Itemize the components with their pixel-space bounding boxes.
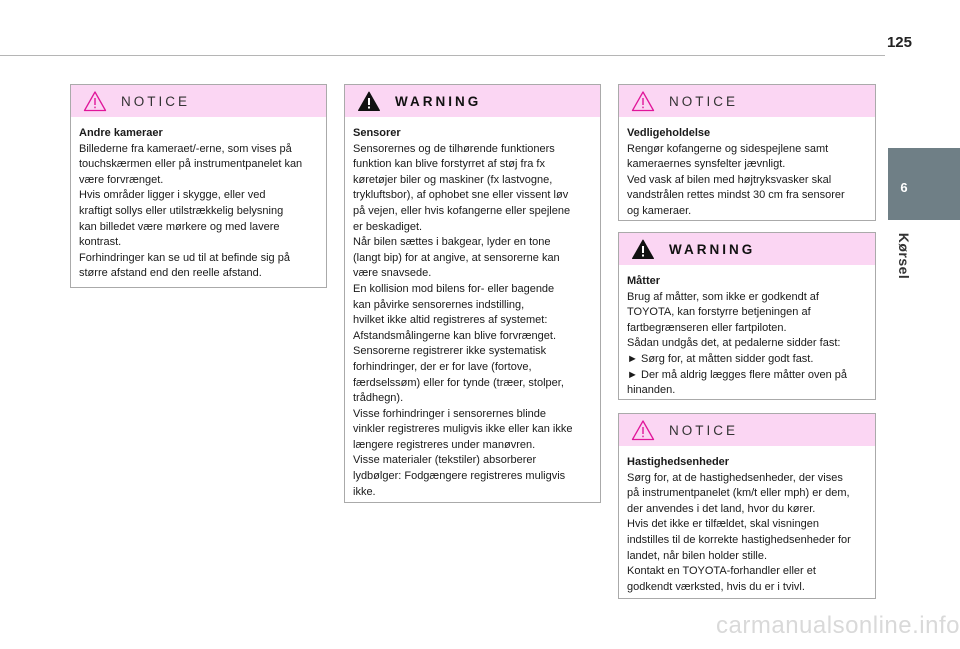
text-line: større afstand end den reelle afstand. xyxy=(79,267,262,280)
notice-body xyxy=(619,446,875,595)
text-line: Sensorernes og de tilhørende funktioners xyxy=(353,142,555,155)
text-line: TOYOTA, kan forstyrre betjeningen af xyxy=(627,306,811,319)
text-line: Kontakt en TOYOTA-forhandler eller et xyxy=(627,565,816,578)
chapter-title: Kørsel xyxy=(896,232,912,280)
text-line: hinanden. xyxy=(627,384,676,397)
text-line: hvilket ikke altid registreres af systemet: xyxy=(353,314,548,327)
notice-body xyxy=(71,117,326,282)
text-line: og kameraer. xyxy=(627,204,692,217)
notice-header xyxy=(71,85,326,117)
text-line: på vejen, eller hvis kofangerne eller spejlene xyxy=(353,204,571,217)
notice-triangle-icon xyxy=(631,419,655,441)
text-line: Når bilen sættes i bakgear, lyder en tone xyxy=(353,236,551,249)
text-line: Hvis det ikke er tilfældet, skal visningen xyxy=(627,518,819,531)
bullet-text: Sørg for, at måtten sidder godt fast. xyxy=(641,352,814,365)
warning-header xyxy=(619,233,875,265)
text-line: Brug af måtter, som ikke er godkendt af xyxy=(627,290,819,303)
text-line: være forvrænget. xyxy=(79,173,164,186)
page-number: 125 xyxy=(886,34,912,51)
text-line: være snavsede. xyxy=(353,267,432,280)
text-line: indstilles til de korrekte hastighedsenheder for xyxy=(627,533,851,546)
warning-subtitle: Sensorer xyxy=(353,127,401,139)
bullet-item xyxy=(627,352,867,368)
text-line: fartbegrænseren eller fartpiloten. xyxy=(627,321,787,334)
notice-label: NOTICE xyxy=(121,94,191,109)
text-line: Visse forhindringer i sensorernes blinde xyxy=(353,407,547,420)
text-line: Sådan undgås det, at pedalerne sidder fast: xyxy=(627,337,841,350)
notice-box-maintenance xyxy=(618,84,876,221)
text-line: færdselssøm) eller for tynde (træer, stolper, xyxy=(353,376,564,389)
notice-subtitle: Andre kameraer xyxy=(79,127,163,139)
watermark: carmanualsonline.info xyxy=(716,612,960,639)
text-line: vandstrålen rettes mindst 30 cm fra sensorer xyxy=(627,189,845,202)
arrow-right-icon: ► xyxy=(627,368,638,381)
text-line: kameraernes synsfelter jævnligt. xyxy=(627,158,786,171)
text-line: Forhindringer kan se ud til at befinde sig på xyxy=(79,251,290,264)
notice-label: NOTICE xyxy=(669,94,739,109)
text-line: der anvendes i det land, hvor du kører. xyxy=(627,502,816,515)
notice-box-speed-units xyxy=(618,413,876,599)
text-line: kan påvirke sensorernes indstilling, xyxy=(353,298,525,311)
text-line: En kollision mod bilens for- eller bagende xyxy=(353,282,555,295)
text-line: (langt bip) for at angive, at sensorerne kan xyxy=(353,251,560,264)
text-line: Afstandsmålingerne kan blive forvrænget. xyxy=(353,329,556,342)
text-line: Sørg for, at de hastighedsenheder, der vises xyxy=(627,471,843,484)
bullet-item xyxy=(627,368,867,384)
text-line: trådhegn). xyxy=(353,392,404,405)
text-line: vinkler registreres muligvis ikke eller kan ikke xyxy=(353,423,573,436)
warning-triangle-icon xyxy=(631,238,655,260)
warning-subtitle: Måtter xyxy=(627,275,661,287)
text-line: Visse materialer (tekstiler) absorberer xyxy=(353,454,537,467)
warning-box-sensors xyxy=(344,84,601,503)
notice-box-cameras xyxy=(70,84,327,288)
text-line: længere registreres under manøvren. xyxy=(353,438,536,451)
text-line: kraftigt sollys eller utilstrækkelig belysning xyxy=(79,204,284,217)
header-rule xyxy=(0,55,885,56)
warning-header xyxy=(345,85,600,117)
text-line: er beskadiget. xyxy=(353,220,423,233)
text-line: forhindringer, der er for lave (fortove, xyxy=(353,360,532,373)
text-line: Rengør kofangerne og sidespejlene samt xyxy=(627,142,829,155)
warning-box-mats xyxy=(618,232,876,400)
text-line: funktion kan blive forstyrret af støj fra fx xyxy=(353,158,545,171)
chapter-number: 6 xyxy=(900,180,908,195)
text-line: touchskærmen eller på instrumentpanelet kan xyxy=(79,158,303,171)
notice-subtitle: Hastighedsenheder xyxy=(627,456,730,468)
notice-triangle-icon xyxy=(83,90,107,112)
warning-label: WARNING xyxy=(395,94,482,109)
notice-body xyxy=(619,117,875,220)
text-line: Billederne fra kameraet/-erne, som vises på xyxy=(79,142,292,155)
chapter-title-label xyxy=(888,232,920,280)
notice-header xyxy=(619,85,875,117)
notice-label: NOTICE xyxy=(669,423,739,438)
warning-body xyxy=(345,117,600,500)
notice-subtitle: Vedligeholdelse xyxy=(627,127,711,139)
text-line: på instrumentpanelet (km/t eller mph) er dem, xyxy=(627,487,850,500)
text-line: godkendt værksted, hvis du er i tvivl. xyxy=(627,580,805,593)
text-line: landet, når bilen holder stille. xyxy=(627,549,768,562)
warning-label: WARNING xyxy=(669,242,756,257)
text-line: Sensorerne registrerer ikke systematisk xyxy=(353,345,547,358)
text-line: trykluftsbor), af ophobet sne eller vissent løv xyxy=(353,189,569,202)
text-line: Ved vask af bilen med højtryksvasker skal xyxy=(627,173,832,186)
notice-triangle-icon xyxy=(631,90,655,112)
bullet-text: Der må aldrig lægges flere måtter oven på xyxy=(641,368,848,381)
text-line: kontrast. xyxy=(79,236,122,249)
text-line: lydbølger: Fodgængere registreres muligvis xyxy=(353,470,566,483)
warning-body xyxy=(619,265,875,399)
text-line: ikke. xyxy=(353,485,376,498)
text-line: køretøjer biler og maskiner (fx lastvogne, xyxy=(353,173,553,186)
warning-triangle-icon xyxy=(357,90,381,112)
arrow-right-icon: ► xyxy=(627,352,638,365)
text-line: Hvis områder ligger i skygge, eller ved xyxy=(79,189,266,202)
text-line: kan billedet være mørkere og med lavere xyxy=(79,220,280,233)
notice-header xyxy=(619,414,875,446)
